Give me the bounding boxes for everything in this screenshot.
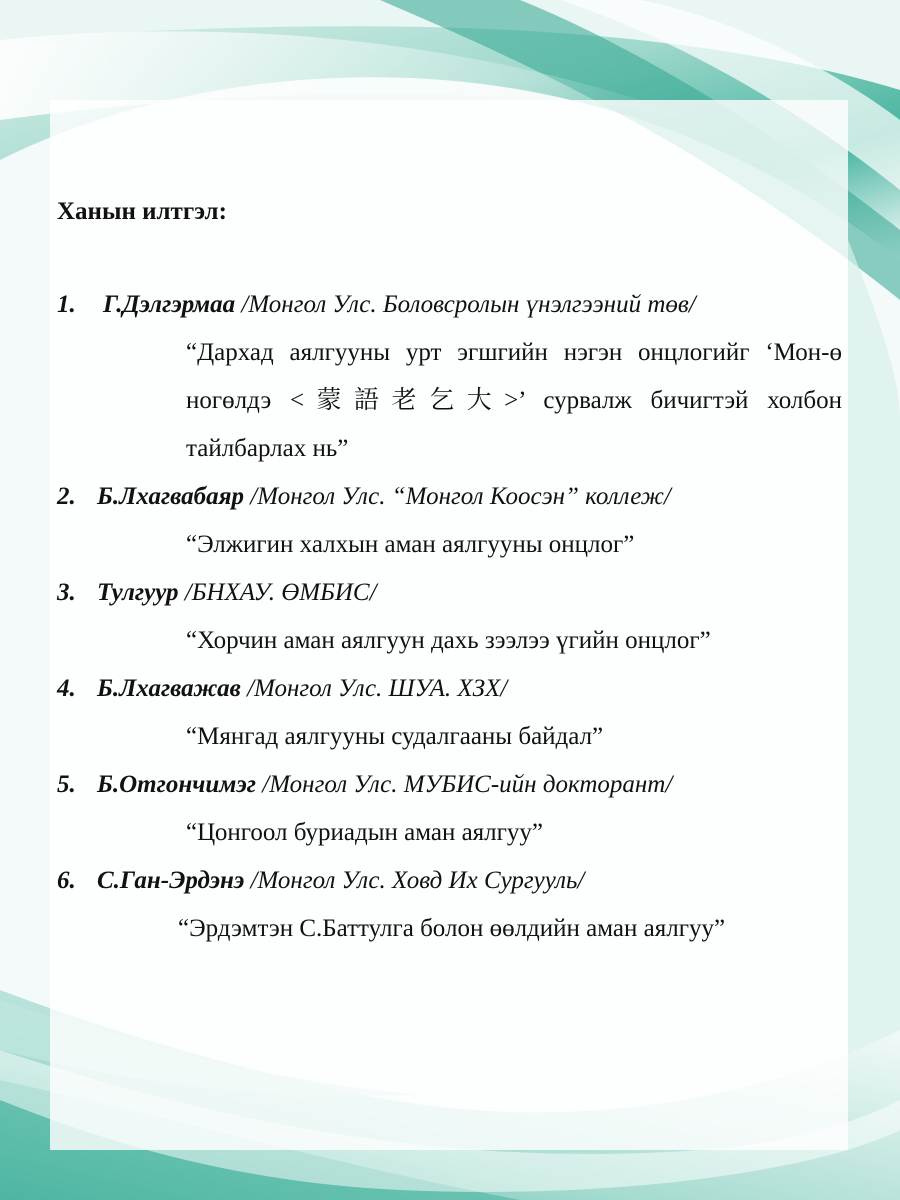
speaker-affiliation: /Монгол Улс. ШУА. ХЗХ/: [247, 675, 508, 702]
speaker-name: Г.Дэлгэрмаа: [103, 291, 236, 318]
speaker-line-6: [57, 865, 584, 897]
item-number: 1.: [57, 291, 76, 318]
talk-title-1: “Дархад аялгууны урт эгшгийн нэгэн онцлогийг ‘Мон-ө ногөлдэ <蒙語老乞大>’ сурвалж бичигтэй холбон тайлбарлах нь”: [186, 339, 842, 462]
item-number: 4.: [57, 675, 76, 702]
talk-title-6: “Эрдэмтэн С.Баттулга болон өөлдийн аман аялгуу”: [178, 915, 726, 942]
speaker-name: Б.Отгончимэг: [97, 771, 256, 798]
talk-title-3: “Хорчин аман аялгуун дахь зээлээ үгийн онцлог”: [186, 627, 711, 654]
speaker-affiliation: /Монгол Улс. Ховд Их Сургууль/: [250, 867, 585, 894]
speaker-line-5: [57, 769, 672, 801]
speaker-name: Тулгуур: [97, 579, 179, 606]
speaker-name: С.Ган-Эрдэнэ: [97, 867, 245, 894]
item-number: 3.: [57, 579, 76, 606]
speaker-line-1: [57, 289, 696, 321]
speaker-line-3: [57, 577, 377, 609]
item-number: 6.: [57, 867, 76, 894]
speaker-affiliation: /БНХАУ. ӨМБИС/: [184, 579, 377, 606]
item-number: 2.: [57, 483, 76, 510]
speaker-affiliation: /Монгол Улс. Боловсролын үнэлгээний төв/: [241, 291, 696, 318]
speaker-name: Б.Лхагважав: [97, 675, 241, 702]
speaker-affiliation: /Монгол Улс. МУБИС-ийн докторант/: [262, 771, 673, 798]
item-number: 5.: [57, 771, 76, 798]
section-heading: Ханын илтгэл:: [57, 198, 227, 225]
speaker-name: Б.Лхагвабаяр: [97, 483, 245, 510]
talk-title-4: “Мянгад аялгууны судалгааны байдал”: [186, 723, 604, 750]
talk-title-2: “Элжигин халхын аман аялгууны онцлог”: [186, 531, 635, 558]
speaker-line-4: [57, 673, 507, 705]
talk-title-5: “Цонгоол буриадын аман аялгуу”: [186, 819, 544, 846]
speaker-affiliation: /Монгол Улс. “Монгол Коосэн” коллеж/: [250, 483, 671, 510]
speaker-line-2: [57, 481, 671, 513]
